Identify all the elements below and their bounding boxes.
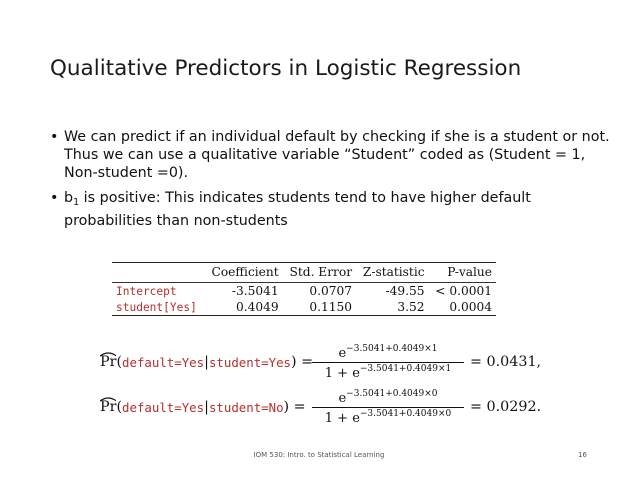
slide-title: Qualitative Predictors in Logistic Regression <box>50 56 522 81</box>
bullet-text-subscript: 1 <box>73 196 80 208</box>
formula-fraction <box>312 345 464 379</box>
fraction-denominator <box>312 409 464 426</box>
given-bar: | <box>204 354 209 370</box>
pr-text: Pr <box>100 354 117 370</box>
bullet-text-pre: b <box>64 189 74 206</box>
formula-result <box>470 345 541 379</box>
bullet-item <box>50 128 610 183</box>
bullet-text-post: is positive: This indicates students tend to have higher default probabilities than non-students <box>64 189 531 229</box>
fraction-bar <box>312 407 464 408</box>
fraction-bar <box>312 362 464 363</box>
bullet-list <box>50 128 610 236</box>
cell-std-error: 0.1150 <box>309 300 353 314</box>
cell-std-error: 0.0707 <box>309 284 353 298</box>
condition-student: student=Yes <box>208 354 291 370</box>
numerator-exponent: −3.5041+0.4049×0 <box>346 389 438 399</box>
cell-p-value: 0.0004 <box>449 300 492 314</box>
formula-result <box>470 390 541 424</box>
slide-footer: IOM 530: Intro. to Statistical Learning <box>253 451 385 459</box>
cell-p-value: < 0.0001 <box>435 284 492 298</box>
row-label: student[Yes] <box>116 300 197 314</box>
paren-open: ( <box>116 354 123 370</box>
event-default: default=Yes <box>122 354 205 370</box>
table-header-std-error: Std. Error <box>289 265 353 279</box>
formula-lhs <box>100 345 313 379</box>
hat-accent-icon <box>100 351 116 357</box>
table-header-p-value: P-value <box>447 265 492 279</box>
cell-z-statistic: 3.52 <box>397 300 425 314</box>
table-row <box>112 283 496 300</box>
bullet-marker: • <box>50 129 59 145</box>
numerator-base: e <box>338 391 347 406</box>
denominator-base: 1 + e <box>324 411 360 426</box>
bullet-text: We can predict if an individual default by checking if she is a student or not. Thus we can use a qualitative variable “Student” coded as (Student = 1, Non-student =0). <box>64 129 610 182</box>
numerator-base: e <box>338 346 347 361</box>
cell-coefficient: -3.5041 <box>231 284 279 298</box>
paren-close-equals: ) = <box>291 354 314 370</box>
paren-open: ( <box>116 399 123 415</box>
denominator-exponent: −3.5041+0.4049×0 <box>359 409 452 419</box>
bullet-marker: • <box>50 189 59 206</box>
table-header-coefficient: Coefficient <box>211 265 279 279</box>
numerator-exponent: −3.5041+0.4049×1 <box>346 344 438 354</box>
event-default: default=Yes <box>122 399 205 415</box>
row-label: Intercept <box>116 284 177 298</box>
fraction-numerator <box>312 344 464 361</box>
given-bar: | <box>204 399 209 415</box>
denominator-exponent: −3.5041+0.4049×1 <box>359 364 452 374</box>
fraction-denominator <box>312 364 464 381</box>
cell-coefficient: 0.4049 <box>235 300 279 314</box>
denominator-base: 1 + e <box>324 366 360 381</box>
fraction-numerator <box>312 389 464 406</box>
result-value: = 0.0292. <box>470 399 542 415</box>
table-row <box>112 299 496 316</box>
paren-close-equals: ) = <box>283 399 306 415</box>
result-value: = 0.0431, <box>470 354 542 370</box>
table-header-z-statistic: Z-statistic <box>362 265 425 279</box>
cell-z-statistic: -49.55 <box>385 284 425 298</box>
formula-fraction <box>312 390 464 424</box>
pr-symbol <box>100 399 116 415</box>
bullet-item <box>50 189 610 230</box>
pr-symbol <box>100 354 116 370</box>
condition-student: student=No <box>208 399 284 415</box>
table-header-blank <box>112 263 204 283</box>
page-number: 16 <box>578 451 587 459</box>
hat-accent-icon <box>100 396 116 402</box>
formula-lhs <box>100 390 306 424</box>
coefficient-table <box>112 262 496 316</box>
table-header-row <box>112 263 496 283</box>
pr-text: Pr <box>100 399 117 415</box>
